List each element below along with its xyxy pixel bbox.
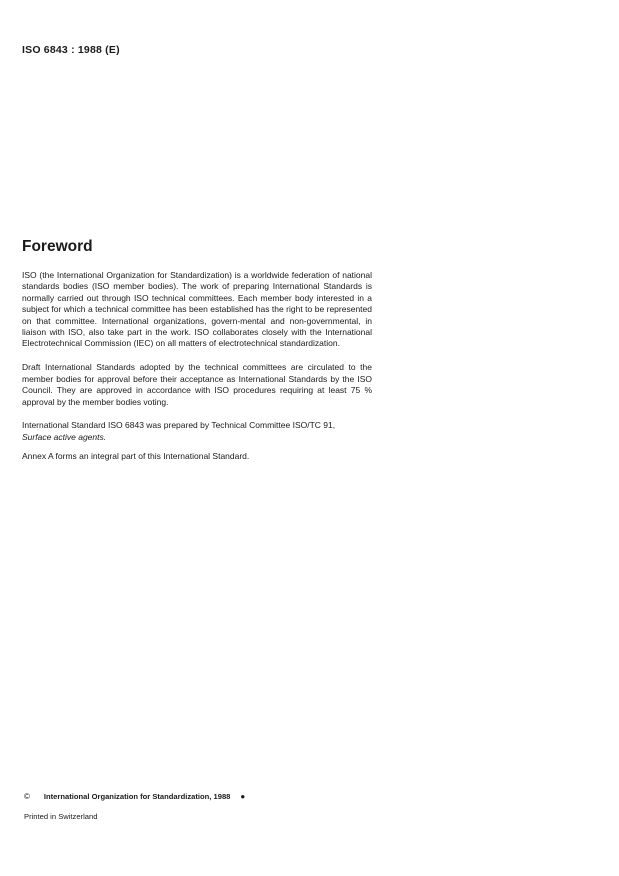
printed-location: Printed in Switzerland (24, 812, 98, 821)
committee-title: Surface active agents. (22, 431, 107, 442)
document-id: ISO 6843 : 1988 (E) (22, 44, 120, 56)
annex-note: Annex A forms an integral part of this International Standard. (22, 451, 250, 462)
bullet-icon: ● (240, 792, 246, 801)
foreword-body (22, 270, 372, 475)
foreword-heading: Foreword (22, 238, 93, 255)
copyright-line (24, 792, 245, 801)
foreword-paragraph-committee (22, 420, 372, 443)
copyright-symbol: © (24, 792, 30, 801)
committee-line: International Standard ISO 6843 was prepared by Technical Committee ISO/TC 91, (22, 420, 336, 431)
foreword-paragraph-iso: ISO (the International Organization for Standardization) is a worldwide federation of national standards bodies (ISO member bodies). The work of preparing International Standards is normally carried out through ISO technical committees. Each member body interested in a subject for which a technical committee has been established has the right to be represented on that committee. International organizations, govern-mental and non-governmental, in liaison with ISO, also take part in the work. ISO collaborates closely with the International Electrotechnical Commission (IEC) on all matters of electrotechnical standardization. (22, 270, 372, 349)
foreword-paragraph-drafts: Draft International Standards adopted by the technical committees are circulated to the member bodies for approval before their acceptance as International Standards by the ISO Council. They are approved in accordance with ISO procedures requiring at least 75 % approval by the member bodies voting. (22, 362, 372, 407)
copyright-text: International Organization for Standardization, 1988 (43, 792, 231, 801)
